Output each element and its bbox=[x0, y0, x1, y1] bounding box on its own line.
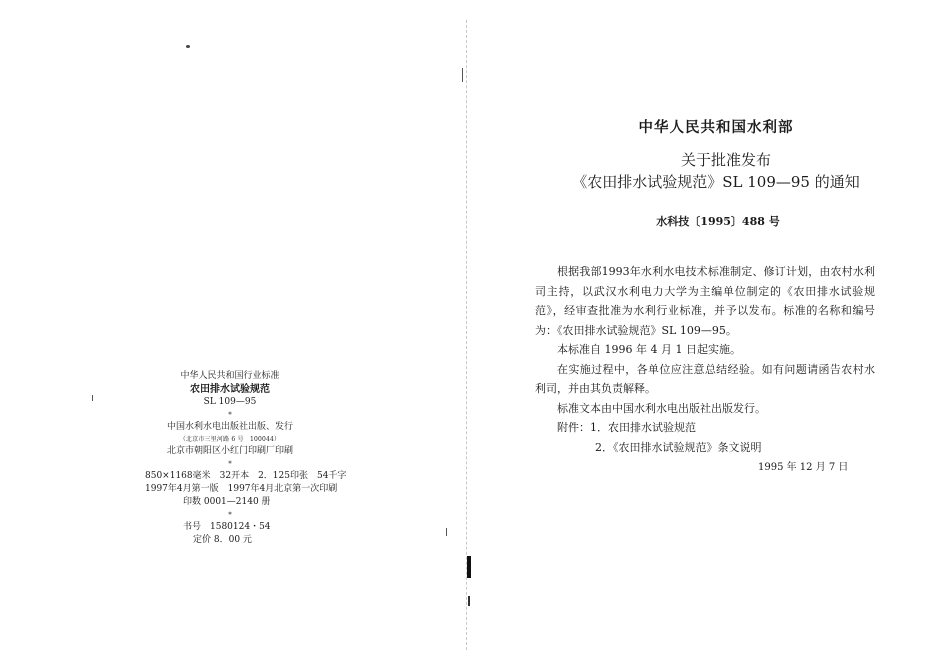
notice-heading-line2: 《农田排水试验规范》SL 109—95 的通知 bbox=[572, 173, 860, 191]
publisher: 中国水利水电出版社出版、发行 bbox=[166, 422, 293, 432]
notice-heading-line1: 关于批准发布 bbox=[680, 151, 771, 169]
notice-date: 1995 年 12 月 7 日 bbox=[758, 462, 849, 473]
standard-code: SL 109—95 bbox=[203, 397, 257, 407]
scan-speck bbox=[462, 68, 463, 82]
scan-speck bbox=[186, 45, 190, 48]
print-run: 印数 0001—2140 册 bbox=[183, 497, 271, 507]
notice-body bbox=[535, 262, 875, 457]
separator-star: * bbox=[228, 511, 232, 519]
scan-speck bbox=[446, 528, 447, 536]
paragraph: 在实施过程中，各单位应注意总结经验。如有问题请函告农村水利司，并由其负责解释。 bbox=[535, 362, 875, 395]
paragraph: 本标准自 1996 年 4 月 1 日起实施。 bbox=[557, 343, 741, 356]
document-number: 水科技〔1995〕488 号 bbox=[656, 215, 780, 228]
attachment-1: 附件：1．农田排水试验规范 bbox=[557, 421, 696, 434]
separator-star: * bbox=[228, 460, 232, 468]
book-number: 书号 1580124・54 bbox=[183, 522, 271, 532]
publisher-address: （北京市三里河路 6 号 100044） bbox=[179, 436, 281, 443]
price: 定价 8．00 元 bbox=[193, 535, 252, 545]
attachment-2: 2．《农田排水试验规范》条文说明 bbox=[595, 440, 762, 454]
left-page bbox=[0, 0, 466, 662]
separator-star: * bbox=[228, 411, 232, 419]
scan-speck bbox=[92, 395, 93, 401]
right-page bbox=[468, 0, 936, 662]
paragraph: 根据我部1993年水利水电技术标准制定、修订计划，由农村水利司主持，以武汉水利电力大学为主编单位制定的《农田排水试验规范》，经审查批准为水利行业标准，并予以发布。标准的名称和编号为：《农田排水试验规范》SL 109—95。 bbox=[535, 265, 875, 337]
printer: 北京市朝阳区小红门印刷厂印刷 bbox=[166, 446, 293, 456]
book-specs: 850×1168毫米 32开本 2．125印张 54千字 bbox=[145, 471, 347, 481]
issuing-ministry: 中华人民共和国水利部 bbox=[638, 119, 794, 136]
standard-title: 农田排水试验规范 bbox=[190, 384, 270, 395]
standard-series: 中华人民共和国行业标准 bbox=[180, 371, 280, 381]
colophon bbox=[135, 370, 347, 547]
edition-info: 1997年4月第一版 1997年4月北京第一次印刷 bbox=[145, 484, 338, 494]
paragraph: 标准文本由中国水利水电出版社出版发行。 bbox=[557, 401, 766, 415]
